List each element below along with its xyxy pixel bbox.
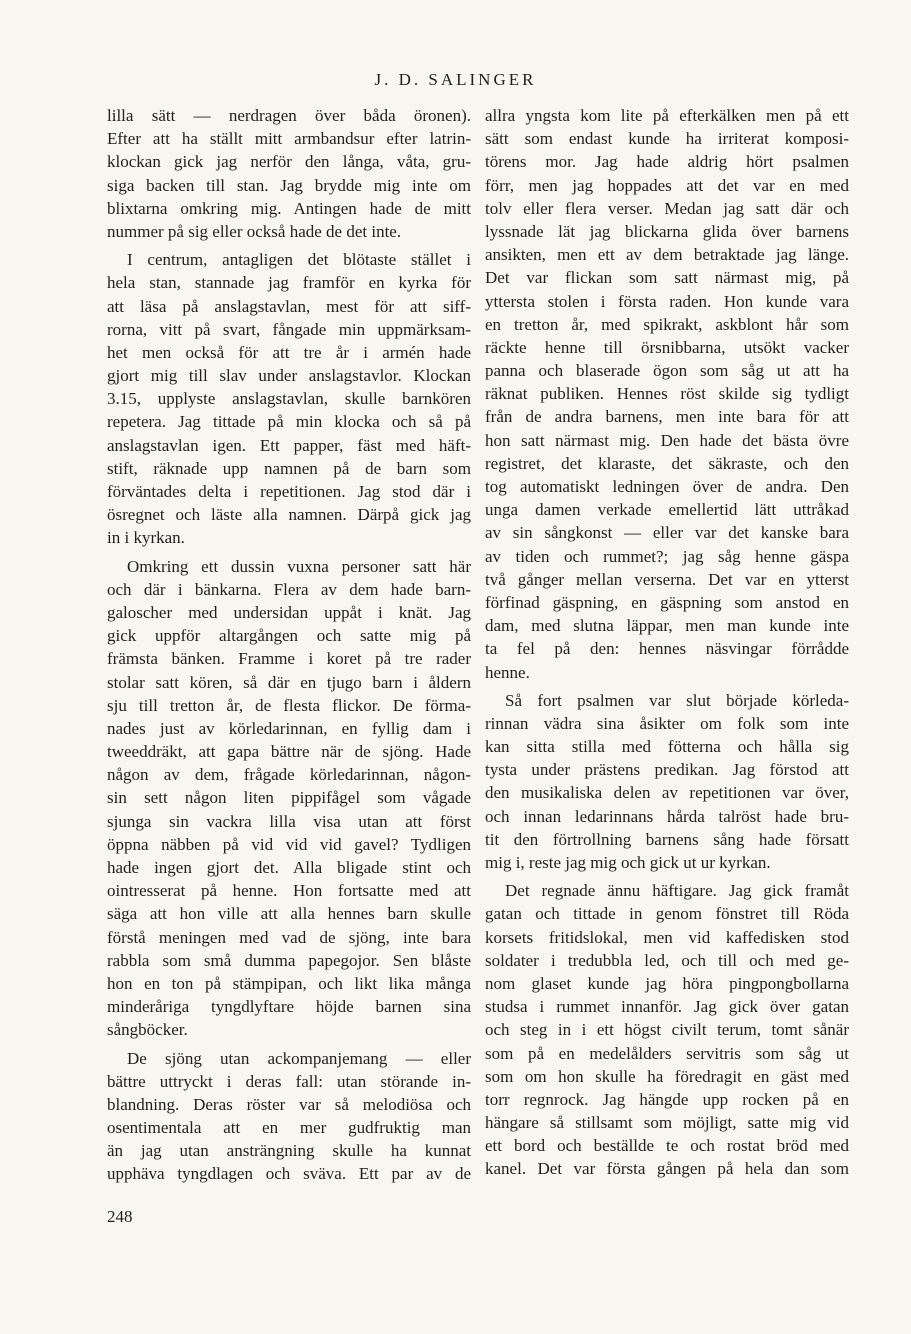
text-line: förfinad gäspning, en gäspning som anstod en [485,592,849,612]
text-line: tysta under prästens predikan. Jag förstod att [485,760,849,780]
text-line: lilla sätt — nerdragen över båda öronen). [107,106,471,125]
text-line: hade ingen gjort det. Alla bligade stint och [107,858,471,877]
text-line: sju till tretton år, de flesta flickor. De förma- [107,695,471,715]
text-line: rinnan vädra sina åsikter om folk som inte [485,713,849,733]
text-line: henne. [485,662,530,682]
text-line: tolv eller flera verser. Medan jag satt där och [485,198,849,218]
text-line: av sin sångkonst — eller var det kanske bara [485,523,849,543]
running-head: J. D. SALINGER [374,70,537,89]
text-line: Omkring ett dussin vuxna personer satt här [127,556,471,576]
text-line: siga backen till stan. Jag brydde mig inte om [107,175,471,195]
text-line: ett bord och beställde te och rostat bröd med [485,1136,849,1156]
text-line: lyssnade lät jag blickarna glida över barnens [485,221,849,241]
text-line: gjort mig till slav under anslagstavlor. Klockan [107,366,471,386]
text-line: gick uppför altargången och satte mig på [107,626,471,646]
text-line: nummer på sig eller också hade de det inte. [107,221,402,241]
text-line: sjunga sin vackra lilla visa utan att först [107,811,471,831]
text-line: korsets fritidslokal, men vid kaffedisken stod [485,927,849,947]
text-line: soldater i tredubbla led, och till och med ge- [485,950,849,970]
text-line: hon satt närmast mig. Den hade det bästa övre [485,430,849,450]
text-line: som om hon skulle ha föredragit en gäst med [485,1066,849,1086]
text-line: den musikaliska delen av repetitionen var över, [485,783,849,803]
text-line: som på en medelålders servitris som såg ut [485,1043,849,1063]
text-line: minderåriga tyngdlyftare höjde barnen sina [107,997,471,1017]
text-line: studsa i rummet innanför. Jag gick över gatan [485,997,849,1017]
text-line: Det regnade ännu häftigare. Jag gick framåt [505,881,849,901]
text-line: kanel. Det var första gången på hela dan som [485,1159,849,1179]
text-line: galoscher med undersidan uppåt i knät. Jag [107,602,471,622]
text-line: blixtarna omkring mig. Antingen hade de mitt [107,198,471,218]
text-line: räknat publiken. Hennes röst skilde sig tydligt [485,384,849,404]
text-line: främsta bänken. Framme i koret på tre rader [107,649,471,669]
text-line: ta fel på den: hennes näsvingar förrådde [485,639,849,659]
text-line: registret, det klaraste, det säkraste, och den [485,453,849,473]
text-line: stolar satt kören, så där en tjugo barn i åldern [107,672,471,692]
text-line: och steg in i ett högst civilt terum, tomt sånär [485,1020,849,1040]
text-line: törens mor. Jag hade aldrig hört psalmen [485,152,849,172]
text-line: kan sitta stilla med fötterna och hålla sig [485,737,849,757]
text-line: het men också för att tre år i armén hade [107,342,471,362]
text-line: stift, räknade upp namnen på de barn som [107,458,471,478]
text-line: anslagstavlan igen. Ett papper, fäst med häft- [107,435,471,455]
right-column [485,104,849,1181]
text-line: osentimentala att en mer gudfruktig man [107,1118,471,1138]
text-line: tog automatiskt ledningen över de andra. Den [485,477,849,496]
text-line: hela stan, stannade jag framför en kyrka för [107,273,471,293]
text-line: dam, med slutna läppar, men man kunde inte [485,616,849,636]
left-column [107,104,471,1186]
text-line: tit den förtrollning barnens sång hade försatt [485,829,849,849]
text-line: upphäva tyngdlagen och sväva. Ett par av de [107,1164,471,1184]
text-line: sätt som endast kunde ha irriterat komposi- [485,129,849,149]
text-line: bättre uttryckt i deras fall: utan störande in- [107,1071,471,1091]
text-line: hon en ton på stämpipan, och likt lika många [107,973,471,993]
text-line: torr regnrock. Jag hängde upp rocken på en [485,1089,849,1109]
text-line: ösregnet och läste alla namnen. Därpå gick jag [107,505,471,525]
text-line: förr, men jag hoppades att det var en med [485,175,849,195]
text-line: blandning. Deras röster var så melodiösa och [107,1094,471,1114]
text-line: mig i, reste jag mig och gick ut ur kyrkan. [485,853,771,872]
text-line: att läsa på anslagstavlan, mest för att siff- [107,296,471,316]
text-line: öppna näbben på vid vid vid gavel? Tydligen [107,834,471,854]
text-line: rorna, vitt på svart, fångade min uppmärksam- [107,319,471,339]
text-line: förstå meningen med vad de sjöng, inte bara [107,927,471,947]
text-line: förväntades delta i repetitionen. Jag stod där i [107,482,471,501]
text-line: av tiden och rummet?; jag såg henne gäspa [485,546,849,566]
text-line: räckte henne till örsnibbarna, utsökt vacker [485,337,849,357]
text-line: nom glaset kunde jag höra pingpongbollarna [485,973,849,993]
text-line: gatan och tittade in genom fönstret till Röda [485,904,849,924]
text-line: tweeddräkt, att gapa bättre när de sjöng. Hade [107,742,471,762]
text-line: repetera. Jag tittade på min klocka och så på [107,412,471,432]
text-line: ointresserat på henne. Hon fortsatte med att [107,881,471,901]
text-line: 3.15, upplyste anslagstavlan, skulle barnkören [107,389,471,409]
text-line: unga damen verkade emellertid lätt uttråkad [485,500,849,520]
text-line: Det var flickan som satt närmast mig, på [485,268,849,288]
text-line: De sjöng utan ackompanjemang — eller [127,1048,471,1068]
text-line: från de andra barnens, men inte bara för att [485,407,849,427]
text-line: än jag utan ansträngning skulle ha kunnat [107,1141,471,1161]
text-line: och innan ledarinnans hårda talröst hade bru- [485,806,849,826]
text-line: I centrum, antagligen det blötaste stället i [127,250,471,270]
text-line: sin sett någon liten pippifågel som vågade [107,788,471,808]
text-line: nades just av körledarinnan, en fyllig dam i [107,718,471,738]
text-line: och där i bänkarna. Flera av dem hade barn- [107,579,471,599]
text-line: panna och blaserade ögon som såg ut att ha [485,361,849,381]
text-line: in i kyrkan. [107,528,185,548]
text-line: säga att hon ville att alla hennes barn skulle [107,904,471,924]
text-line: yttersta stolen i första raden. Hon kunde vara [485,291,849,311]
page-number: 248 [107,1207,133,1226]
text-line: rabbla som små dumma papegojor. Sen blåste [107,950,471,970]
text-line: två gånger mellan verserna. Det var en ytterst [485,569,849,589]
text-line: ansikten, men ett av dem betraktade jag länge. [485,245,849,265]
text-line: någon av dem, frågade körledarinnan, någon- [107,765,471,785]
text-line: en tretton år, med spikrakt, askblont hår som [485,314,849,334]
text-line: Så fort psalmen var slut började körleda- [505,690,849,710]
text-line: klockan gick jag nerför den långa, våta, gru- [107,152,471,172]
text-line: sångböcker. [107,1020,188,1040]
text-line: Efter att ha ställt mitt armbandsur efter latrin- [107,129,471,149]
text-line: allra yngsta kom lite på efterkälken men på ett [485,106,849,125]
text-line: hängare så stillsamt som möjligt, satte mig vid [485,1113,849,1133]
